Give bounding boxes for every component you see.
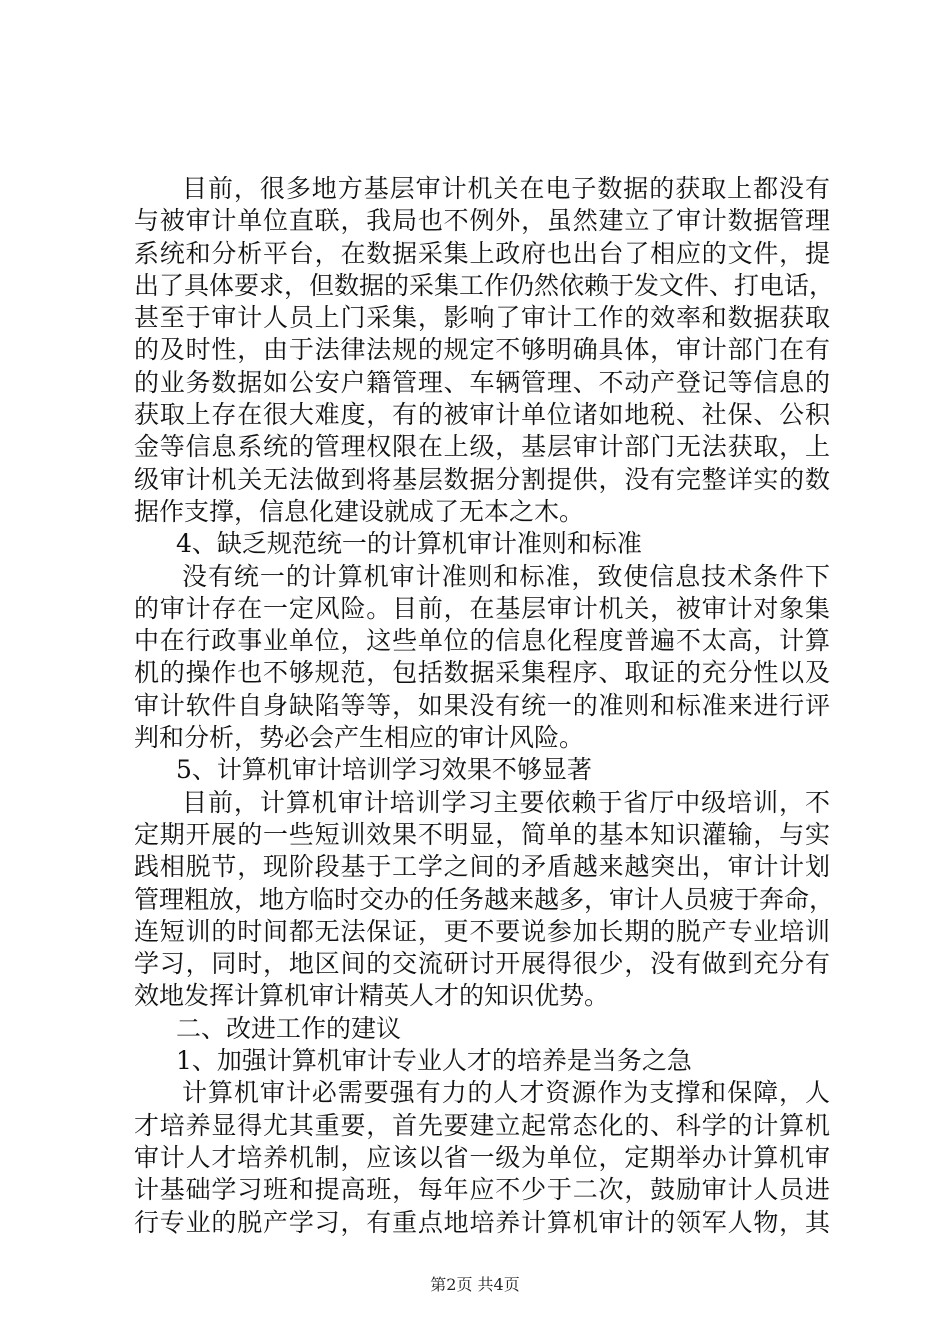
paragraph-line: 定期开展的一些短训效果不明显，简单的基本知识灌输，与实 xyxy=(134,819,830,849)
paragraph-line: 金等信息系统的管理权限在上级，基层审计部门无法获取，上 xyxy=(134,432,830,462)
paragraph-line: 连短训的时间都无法保证，更不要说参加长期的脱产专业培训 xyxy=(134,916,830,946)
paragraph-line: 目前，计算机审计培训学习主要依赖于省厅中级培训，不 xyxy=(182,787,830,817)
section-heading: 4、缺乏规范统一的计算机审计准则和标准 xyxy=(176,529,642,559)
paragraph-line: 行专业的脱产学习，有重点地培养计算机审计的领军人物，其 xyxy=(134,1207,830,1237)
paragraph-line: 践相脱节，现阶段基于工学之间的矛盾越来越突出，审计计划 xyxy=(134,852,830,882)
paragraph-line: 中在行政事业单位，这些单位的信息化程度普遍不太高，计算 xyxy=(134,626,830,656)
paragraph-line: 目前，很多地方基层审计机关在电子数据的获取上都没有 xyxy=(182,174,830,203)
paragraph-line: 才培养显得尤其重要，首先要建立起常态化的、科学的计算机 xyxy=(134,1110,830,1140)
paragraph-line: 获取上存在很大难度，有的被审计单位诸如地税、社保、公积 xyxy=(134,400,830,430)
paragraph-line: 效地发挥计算机审计精英人才的知识优势。 xyxy=(134,981,610,1011)
paragraph-line: 的及时性，由于法律法规的规定不够明确具体，审计部门在有 xyxy=(134,335,830,365)
section-heading: 1、加强计算机审计专业人才的培养是当务之急 xyxy=(176,1046,692,1076)
paragraph-line: 据作支撑，信息化建设就成了无本之木。 xyxy=(134,496,585,526)
page-footer: 第2页 共4页 xyxy=(430,1275,520,1294)
paragraph-line: 计基础学习班和提高班，每年应不少于二次，鼓励审计人员进 xyxy=(134,1175,830,1205)
section-heading: 5、计算机审计培训学习效果不够显著 xyxy=(176,755,592,785)
paragraph-line: 没有统一的计算机审计准则和标准，致使信息技术条件下 xyxy=(182,561,830,591)
paragraph-line: 甚至于审计人员上门采集，影响了审计工作的效率和数据获取 xyxy=(134,303,830,333)
paragraph-line: 机的操作也不够规范，包括数据采集程序、取证的充分性以及 xyxy=(134,658,830,688)
paragraph-line: 管理粗放，地方临时交办的任务越来越多，审计人员疲于奔命， xyxy=(134,884,835,914)
document-body xyxy=(134,173,835,1239)
paragraph-line: 出了具体要求，但数据的采集工作仍然依赖于发文件、打电话， xyxy=(134,270,835,300)
paragraph-line: 系统和分析平台，在数据采集上政府也出台了相应的文件，提 xyxy=(134,238,830,268)
section-heading: 二、改进工作的建议 xyxy=(176,1013,402,1043)
paragraph-line: 与被审计单位直联，我局也不例外，虽然建立了审计数据管理 xyxy=(134,206,830,236)
paragraph-line: 计算机审计必需要强有力的人才资源作为支撑和保障，人 xyxy=(182,1078,830,1108)
paragraph-line: 审计软件自身缺陷等等，如果没有统一的准则和标准来进行评 xyxy=(134,690,830,720)
paragraph-line: 的审计存在一定风险。目前，在基层审计机关，被审计对象集 xyxy=(134,593,830,623)
paragraph-line: 判和分析，势必会产生相应的审计风险。 xyxy=(134,723,585,753)
paragraph-line: 的业务数据如公安户籍管理、车辆管理、不动产登记等信息的 xyxy=(134,367,830,397)
paragraph-line: 审计人才培养机制，应该以省一级为单位，定期举办计算机审 xyxy=(134,1142,830,1172)
paragraph-line: 学习，同时，地区间的交流研讨开展得很少，没有做到充分有 xyxy=(134,949,830,979)
paragraph-line: 级审计机关无法做到将基层数据分割提供，没有完整详实的数 xyxy=(134,464,830,494)
